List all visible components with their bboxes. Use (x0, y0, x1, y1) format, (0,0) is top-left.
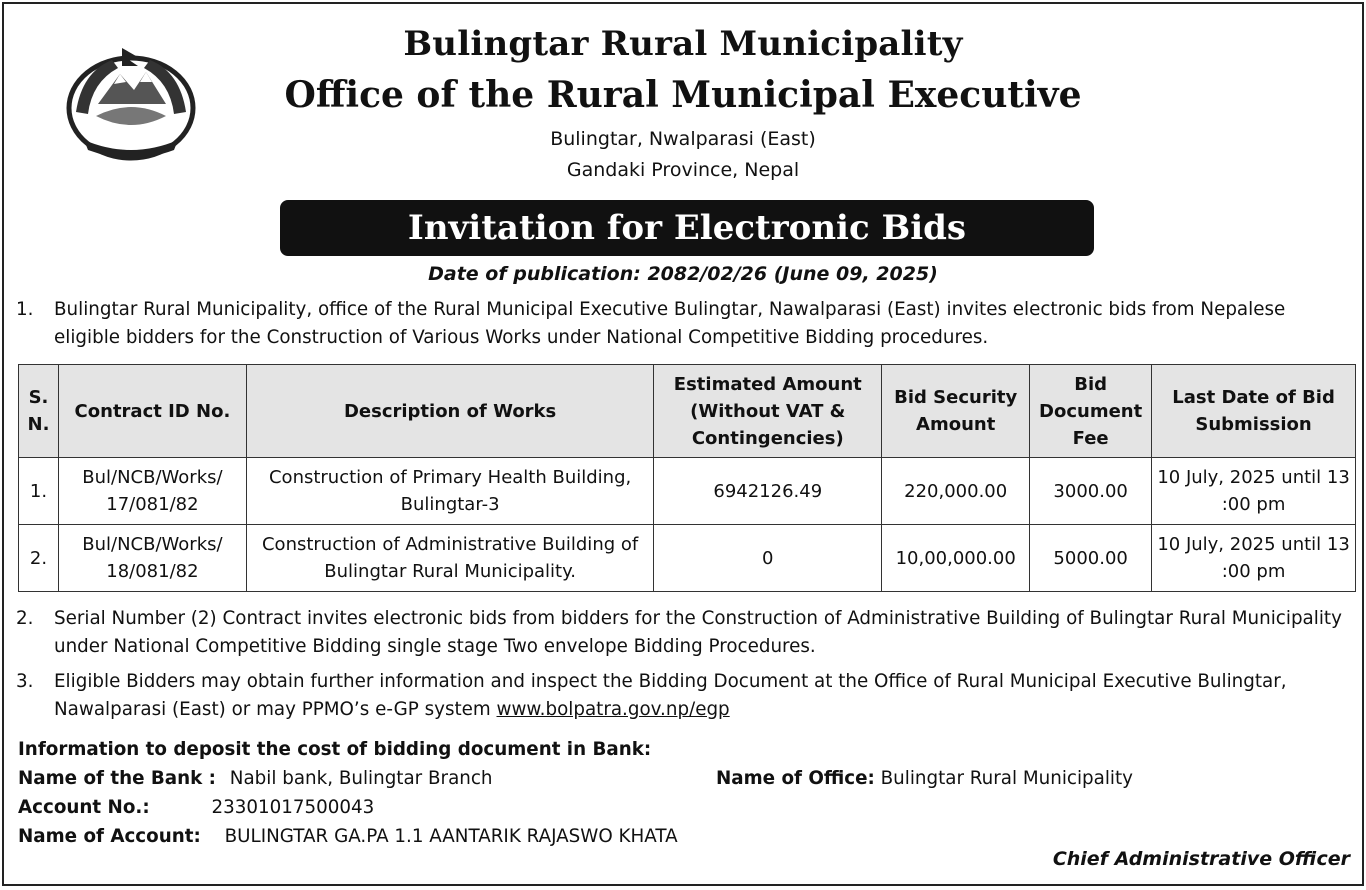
egp-link[interactable]: www.bolpatra.gov.np/egp (496, 699, 730, 720)
bank-name-row (18, 764, 1352, 793)
paragraph-number: 1. (16, 299, 34, 320)
account-number-row (18, 793, 1352, 822)
notice-page (2, 2, 1364, 886)
bank-info (18, 735, 1352, 851)
header-document-fee: Bid Document Fee (1030, 365, 1152, 458)
account-number-value: 23301017500043 (211, 797, 375, 818)
municipality-name: Bulingtar Rural Municipality (403, 24, 963, 64)
cell-estimated-amount: 0 (654, 525, 882, 592)
cell-estimated-amount: 6942126.49 (654, 458, 882, 525)
office-name-label: Name of Office: (716, 768, 875, 789)
header-last-date: Last Date of Bid Submission (1152, 365, 1356, 458)
cell-bid-security: 220,000.00 (882, 458, 1030, 525)
address-line2: Gandaki Province, Nepal (566, 159, 800, 181)
cell-document-fee: 5000.00 (1030, 525, 1152, 592)
account-name-value: BULINGTAR GA.PA 1.1 AANTARIK RAJASWO KHATA (224, 826, 678, 847)
publication-date: Date of publication: 2082/02/26 (June 09, 2025) (428, 263, 938, 285)
signature: Chief Administrative Officer (1052, 848, 1350, 870)
header-bid-security: Bid Security Amount (882, 365, 1030, 458)
notice-title: Invitation for Electronic Bids (280, 200, 1094, 256)
paragraph-text-container (54, 668, 1352, 724)
paragraph-text: Eligible Bidders may obtain further information and inspect the Bidding Document at the Office of Rural Municipal Executive Bulingtar, Nawalparasi (East) or may PPMO’s e-GP system (54, 671, 1287, 720)
account-name-label: Name of Account: (18, 826, 201, 847)
paragraph-1 (16, 296, 1352, 352)
cell-description: Construction of Primary Health Building, Bulingtar-3 (246, 458, 653, 525)
paragraph-number: 2. (16, 608, 34, 629)
office-name-value: Bulingtar Rural Municipality (880, 768, 1133, 789)
header-sn: S. N. (19, 365, 59, 458)
paragraph-number: 3. (16, 671, 34, 692)
account-name-row (18, 822, 1352, 851)
bank-info-heading: Information to deposit the cost of bidding document in Bank: (18, 739, 652, 760)
account-number-label: Account No.: (18, 797, 150, 818)
office-name: Office of the Rural Municipal Executive (284, 74, 1082, 116)
cell-contract-id: Bul/NCB/Works/ 18/081/82 (58, 525, 246, 592)
cell-bid-security: 10,00,000.00 (882, 525, 1030, 592)
cell-last-date: 10 July, 2025 until 13 :00 pm (1152, 458, 1356, 525)
paragraph-3 (16, 668, 1352, 724)
bids-table (18, 364, 1356, 592)
bank-name-value: Nabil bank, Bulingtar Branch (229, 768, 493, 789)
paragraph-text: Bulingtar Rural Municipality, office of the Rural Municipal Executive Bulingtar, Nawalparasi (East) invites electronic bids from Nepalese eligible bidders for the Construction of Various Works under National Competitive Bidding procedures. (54, 299, 1286, 348)
paragraph-text: Serial Number (2) Contract invites electronic bids from bidders for the Construction of Administrative Building of Bulingtar Rural Municipality under National Competitive Bidding single stage Two envelope Bidding Procedures. (54, 608, 1342, 657)
address-line1: Bulingtar, Nwalparasi (East) (550, 128, 816, 150)
cell-last-date: 10 July, 2025 until 13 :00 pm (1152, 525, 1356, 592)
table-row (19, 458, 1356, 525)
header-contract-id: Contract ID No. (58, 365, 246, 458)
office-name-group (716, 764, 1133, 793)
header-description: Description of Works (246, 365, 653, 458)
table-header-row (19, 365, 1356, 458)
header-estimated-amount: Estimated Amount (Without VAT & Contingencies) (654, 365, 882, 458)
cell-sn: 2. (19, 525, 59, 592)
cell-sn: 1. (19, 458, 59, 525)
cell-document-fee: 3000.00 (1030, 458, 1152, 525)
cell-contract-id: Bul/NCB/Works/ 17/081/82 (58, 458, 246, 525)
bank-name-label: Name of the Bank : (18, 768, 216, 789)
cell-description: Construction of Administrative Building of Bulingtar Rural Municipality. (246, 525, 653, 592)
table-row (19, 525, 1356, 592)
paragraph-2 (16, 605, 1352, 661)
